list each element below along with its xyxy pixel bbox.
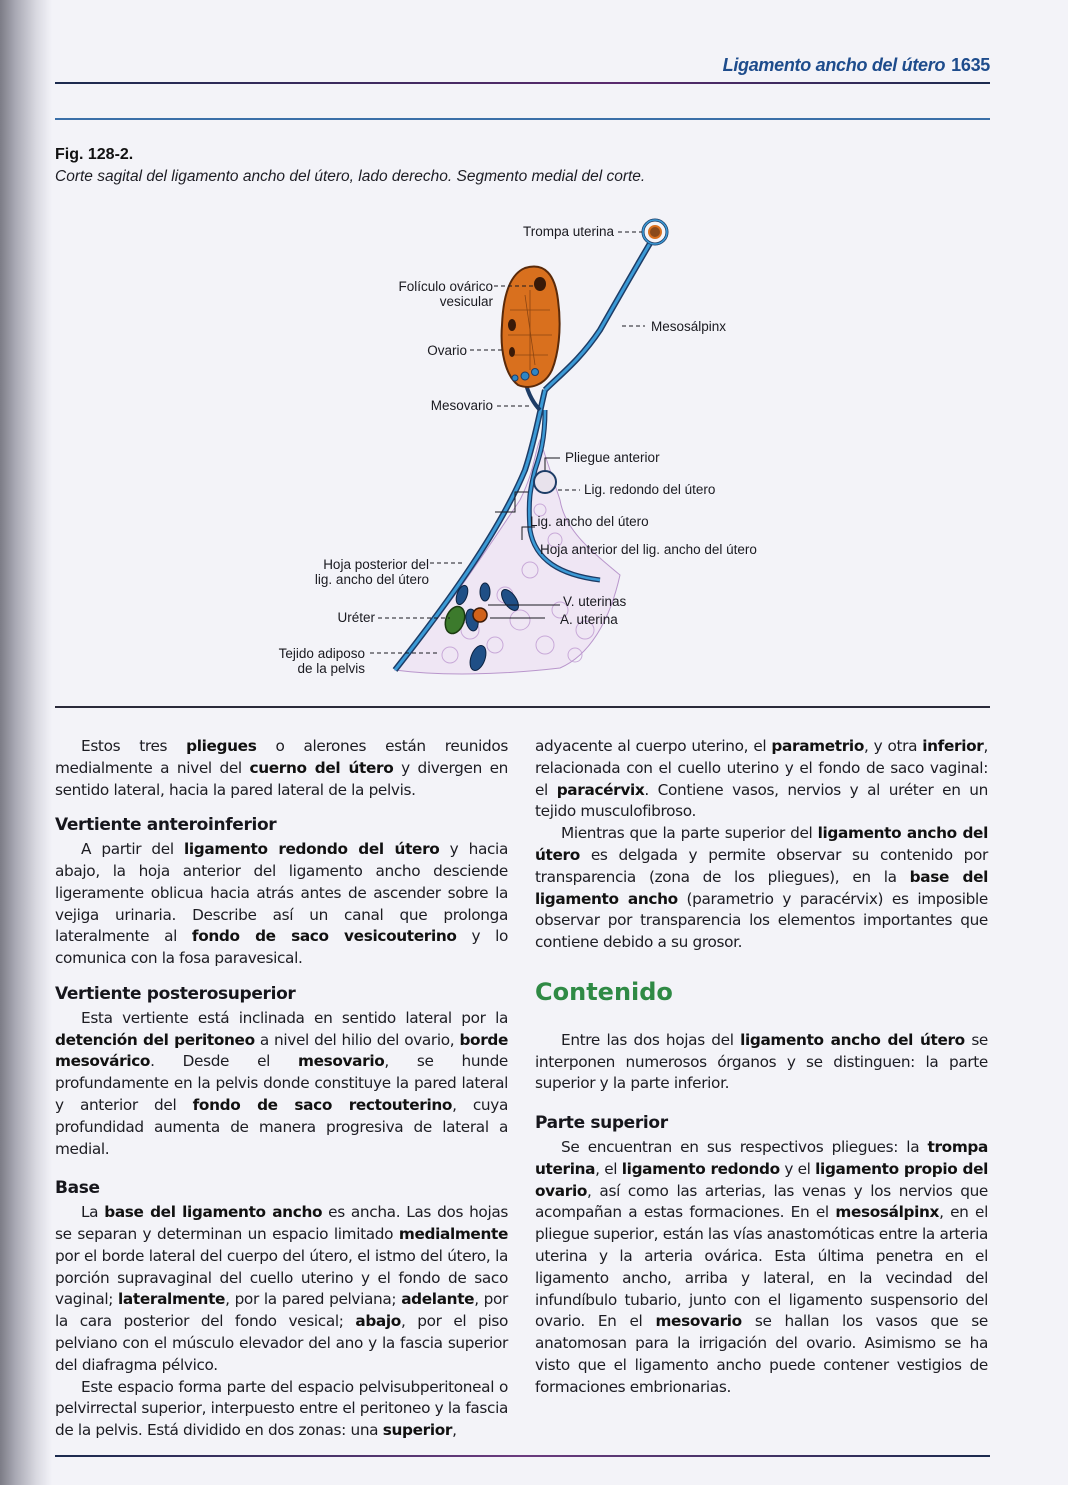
bold-term: superior bbox=[382, 1421, 453, 1440]
bold-term: fondo de saco vesicouterino bbox=[191, 927, 457, 946]
bold-term: paracérvix bbox=[556, 780, 645, 799]
header-rule bbox=[55, 82, 990, 84]
label-a-uterina: A. uterina bbox=[560, 612, 618, 627]
figure-bottom-rule bbox=[55, 706, 990, 708]
bold-term: parametrio bbox=[771, 737, 864, 755]
anatomical-figure bbox=[0, 200, 1068, 700]
right-column bbox=[535, 736, 988, 1399]
bold-term: base del ligamento ancho bbox=[535, 867, 988, 908]
bold-term: mesovario bbox=[298, 1052, 385, 1071]
label-lig-redondo: Lig. redondo del útero bbox=[584, 482, 716, 497]
paragraph: Este espacio forma parte del espacio pelvisubperitoneal o pelvirrectal superior, interpuesto entre el peritoneo y la fascia de la pelvis. Está dividido en dos zonas: una superior, bbox=[55, 1377, 508, 1440]
paragraph: Entre las dos hojas del ligamento ancho del útero se interponen numerosos órganos y se distinguen: la parte superior y la parte inferior. bbox=[535, 1030, 988, 1093]
bold-term: ligamento propio del ovario bbox=[535, 1159, 989, 1200]
paragraph: La base del ligamento ancho es ancha. Las dos hojas se separan y determinan un espacio limitado medialmente por el borde lateral del cuerpo del útero, el istmo del útero, la porción supravaginal del cuello uterino y el fondo de saco vaginal; lateralmente, por la pared pelviana; adelante, por la cara posterior del fondo vesical; abajo, por el piso pelviano con el músculo elevador del ano y la fascia superior del diafragma pélvico. bbox=[55, 1203, 508, 1374]
bold-term: mesovario bbox=[655, 1312, 742, 1331]
section-heading-anteroinferior: Vertiente anteroinferior bbox=[55, 815, 277, 836]
paragraph: adyacente al cuerpo uterino, el parametrio, y otra inferior, relacionada con el cuello uterino y el fondo de saco vaginal: el paracérvix. Contiene vasos, nervios y al uréter en un tejido musculofibroso. bbox=[535, 737, 988, 821]
bold-term: fondo de saco rectouterino bbox=[192, 1095, 453, 1114]
uterine-artery bbox=[473, 608, 487, 622]
bold-term: mesosálpinx bbox=[835, 1203, 940, 1222]
section-heading-parte-superior: Parte superior bbox=[535, 1113, 668, 1134]
mesosalpinx bbox=[545, 240, 652, 390]
label-mesovario: Mesovario bbox=[430, 398, 493, 413]
paragraph: Se encuentran en sus respectivos pliegues: la trompa uterina, el ligamento redondo y el ligamento propio del ovario, así como las arterias, las venas y los nervios que acompañan a estas formaciones. En el mesosálpinx, en el pliegue superior, están las vías anastomóticas entre la arteria uterina y la arteria ovárica. Esta última penetra en el ligamento ancho, arriba y lateral, en la vecindad del infundíbulo tubario, junto con el ligamento suspensorio del ovario. En el mesovario se hallan los vasos que se anatomosan para la irrigación del ovario. Asimismo se ha visto que el ligamento ancho puede contener vestigios de formaciones embrionarias. bbox=[535, 1137, 989, 1396]
bold-term: ligamento redondo del útero bbox=[183, 840, 440, 859]
bold-term: borde mesovárico bbox=[55, 1030, 509, 1071]
round-ligament bbox=[534, 471, 556, 493]
bold-term: detención del peritoneo bbox=[55, 1030, 255, 1049]
label-lig-ancho: Lig. ancho del útero bbox=[530, 514, 649, 529]
section-heading-posterosuperior: Vertiente posterosuperior bbox=[55, 983, 296, 1004]
footer-rule bbox=[55, 1455, 990, 1457]
figure-top-rule bbox=[55, 118, 990, 120]
section-heading-contenido: Contenido bbox=[535, 977, 673, 1006]
label-hoja-posterior-line2: lig. ancho del útero bbox=[314, 572, 429, 587]
bold-term: abajo bbox=[355, 1312, 401, 1331]
paragraph: Mientras que la parte superior del ligamento ancho del útero es delgada y permite observar su contenido por transparencia (zona de los pliegues), en la base del ligamento ancho (parametrio y paracérvix) es imposible observar por transparencia los elementos importantes que contiene debido a su grosor. bbox=[535, 824, 988, 952]
paragraph: A partir del ligamento redondo del útero y hacia abajo, la hoja anterior del ligamento ancho desciende ligeramente oblicua hacia atrás antes de ascender sobre la vejiga urinaria. Describe así un canal que prolonga lateralmente al fondo de saco vesicouterino y lo comunica con la fosa paravesical. bbox=[55, 840, 508, 968]
bold-term: medialmente bbox=[398, 1224, 508, 1243]
bold-term: trompa uterina bbox=[535, 1137, 988, 1178]
label-ovario: Ovario bbox=[427, 343, 467, 358]
label-foliculo-line2: vesicular bbox=[439, 294, 493, 309]
bold-term: inferior bbox=[922, 737, 984, 755]
bold-term: ligamento ancho del útero bbox=[535, 824, 988, 864]
running-title: Ligamento ancho del útero bbox=[722, 55, 946, 75]
paragraph: Esta vertiente está inclinada en sentido lateral por la detención del peritoneo a nivel del hilio del ovario, borde mesovárico. Desde el mesovario, se hunde profundamente en la pelvis donde constituye la pared lateral y anterior del fondo de saco rectouterino, cuya profundidad aumenta de manera progresiva de lateral a medial. bbox=[55, 1008, 509, 1158]
label-hoja-posterior-line1: Hoja posterior del bbox=[323, 557, 429, 572]
bold-term: cuerno del útero bbox=[249, 758, 394, 777]
label-mesosalpinx: Mesosálpinx bbox=[651, 319, 727, 334]
label-hoja-posterior bbox=[315, 557, 429, 587]
bold-term: lateralmente bbox=[118, 1290, 226, 1309]
label-foliculo-line1: Folículo ovárico bbox=[398, 279, 493, 294]
broad-ligament-illustration bbox=[0, 200, 1068, 700]
section-heading-base: Base bbox=[55, 1178, 100, 1199]
label-tejido-line1: Tejido adiposo bbox=[278, 646, 365, 661]
label-trompa-uterina: Trompa uterina bbox=[522, 224, 614, 239]
label-tejido-line2: de la pelvis bbox=[297, 661, 365, 676]
label-pliegue-anterior: Pliegue anterior bbox=[565, 450, 660, 465]
running-head bbox=[723, 55, 990, 76]
label-tejido-adiposo bbox=[279, 646, 365, 676]
bold-term: adelante bbox=[401, 1290, 475, 1309]
figure-label: Fig. 128-2. bbox=[55, 146, 134, 163]
page-number: 1635 bbox=[951, 55, 990, 75]
paragraph: Estos tres pliegues o alerones están reunidos medialmente a nivel del cuerno del útero y divergen en sentido lateral, hacia la pared lateral de la pelvis. bbox=[55, 737, 509, 799]
label-v-uterinas: V. uterinas bbox=[563, 594, 627, 609]
label-hoja-anterior: Hoja anterior del lig. ancho del útero bbox=[540, 542, 757, 557]
ovarian-follicle bbox=[534, 277, 546, 291]
bold-term: pliegues bbox=[186, 737, 257, 755]
bold-term: ligamento ancho del útero bbox=[740, 1030, 965, 1049]
bold-term: base del ligamento ancho bbox=[104, 1203, 323, 1222]
bold-term: ligamento redondo bbox=[621, 1159, 780, 1178]
label-ureter: Uréter bbox=[337, 610, 375, 625]
label-foliculo-ovarico bbox=[398, 279, 493, 309]
figure-caption: Corte sagital del ligamento ancho del útero, lado derecho. Segmento medial del corte. bbox=[55, 168, 646, 185]
left-column bbox=[55, 736, 508, 1442]
